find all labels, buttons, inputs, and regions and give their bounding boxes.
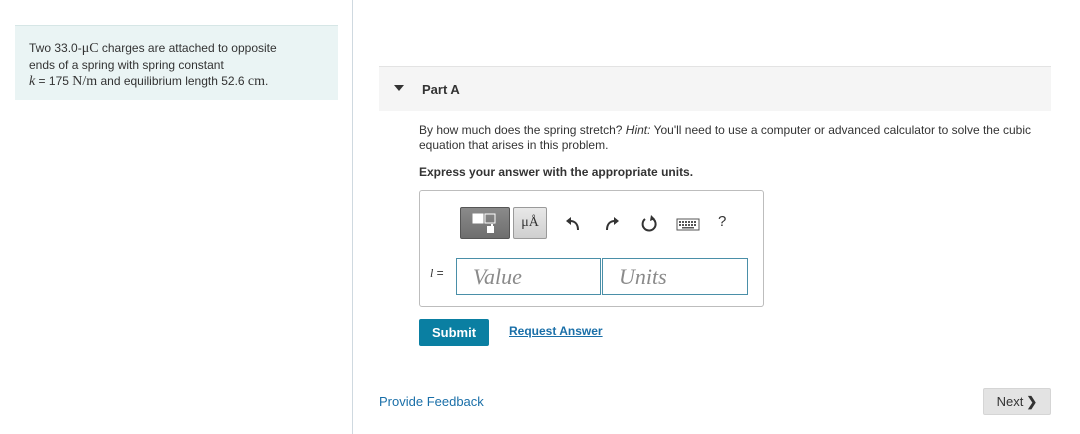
templates-button[interactable]: [460, 207, 510, 239]
units-button[interactable]: [513, 207, 547, 239]
question-text: By how much does the spring stretch? Hint: You'll need to use a computer or advanced calculator to solve the cubic equation that arises in this problem.: [419, 123, 1031, 152]
charge-unit: μC: [81, 41, 99, 56]
length-unit: cm: [247, 74, 266, 89]
chevron-right-icon: ❯: [1026, 393, 1038, 409]
variable-label: l =: [430, 266, 444, 280]
redo-button[interactable]: [600, 213, 622, 235]
hint-label: Hint:: [625, 123, 651, 137]
problem-line-1: Two 33.0-μC charges are attached to opposite: [29, 41, 277, 56]
undo-button[interactable]: [563, 213, 585, 235]
help-icon[interactable]: ?: [718, 213, 727, 230]
problem-statement: [15, 25, 338, 100]
keyboard-icon: [675, 213, 701, 235]
column-divider: [352, 0, 353, 434]
units-input[interactable]: [602, 258, 748, 295]
problem-line-3: k = 175 N/m and equilibrium length 52.6 cm.: [29, 74, 269, 89]
reset-icon: [638, 213, 660, 235]
undo-icon: [563, 213, 585, 235]
request-answer-link[interactable]: Request Answer: [509, 324, 603, 338]
problem-line-2: ends of a spring with spring constant: [29, 58, 224, 72]
answer-box: [419, 190, 764, 307]
provide-feedback-link[interactable]: Provide Feedback: [379, 394, 484, 409]
templates-icon: [461, 208, 509, 238]
collapse-caret-icon[interactable]: [394, 85, 404, 91]
answer-instruction: Express your answer with the appropriate units.: [419, 165, 694, 179]
next-button[interactable]: Next ❯: [983, 388, 1051, 415]
spring-constant-unit: N/m: [72, 74, 98, 89]
value-input[interactable]: [456, 258, 601, 295]
units-icon: μÅ: [521, 215, 539, 230]
reset-button[interactable]: [638, 213, 660, 235]
submit-button[interactable]: Submit: [419, 319, 489, 346]
redo-icon: [600, 213, 622, 235]
part-title[interactable]: Part A: [422, 82, 460, 97]
spring-constant-symbol: k: [29, 74, 36, 89]
part-header[interactable]: [379, 66, 1051, 111]
keyboard-button[interactable]: [675, 213, 701, 235]
